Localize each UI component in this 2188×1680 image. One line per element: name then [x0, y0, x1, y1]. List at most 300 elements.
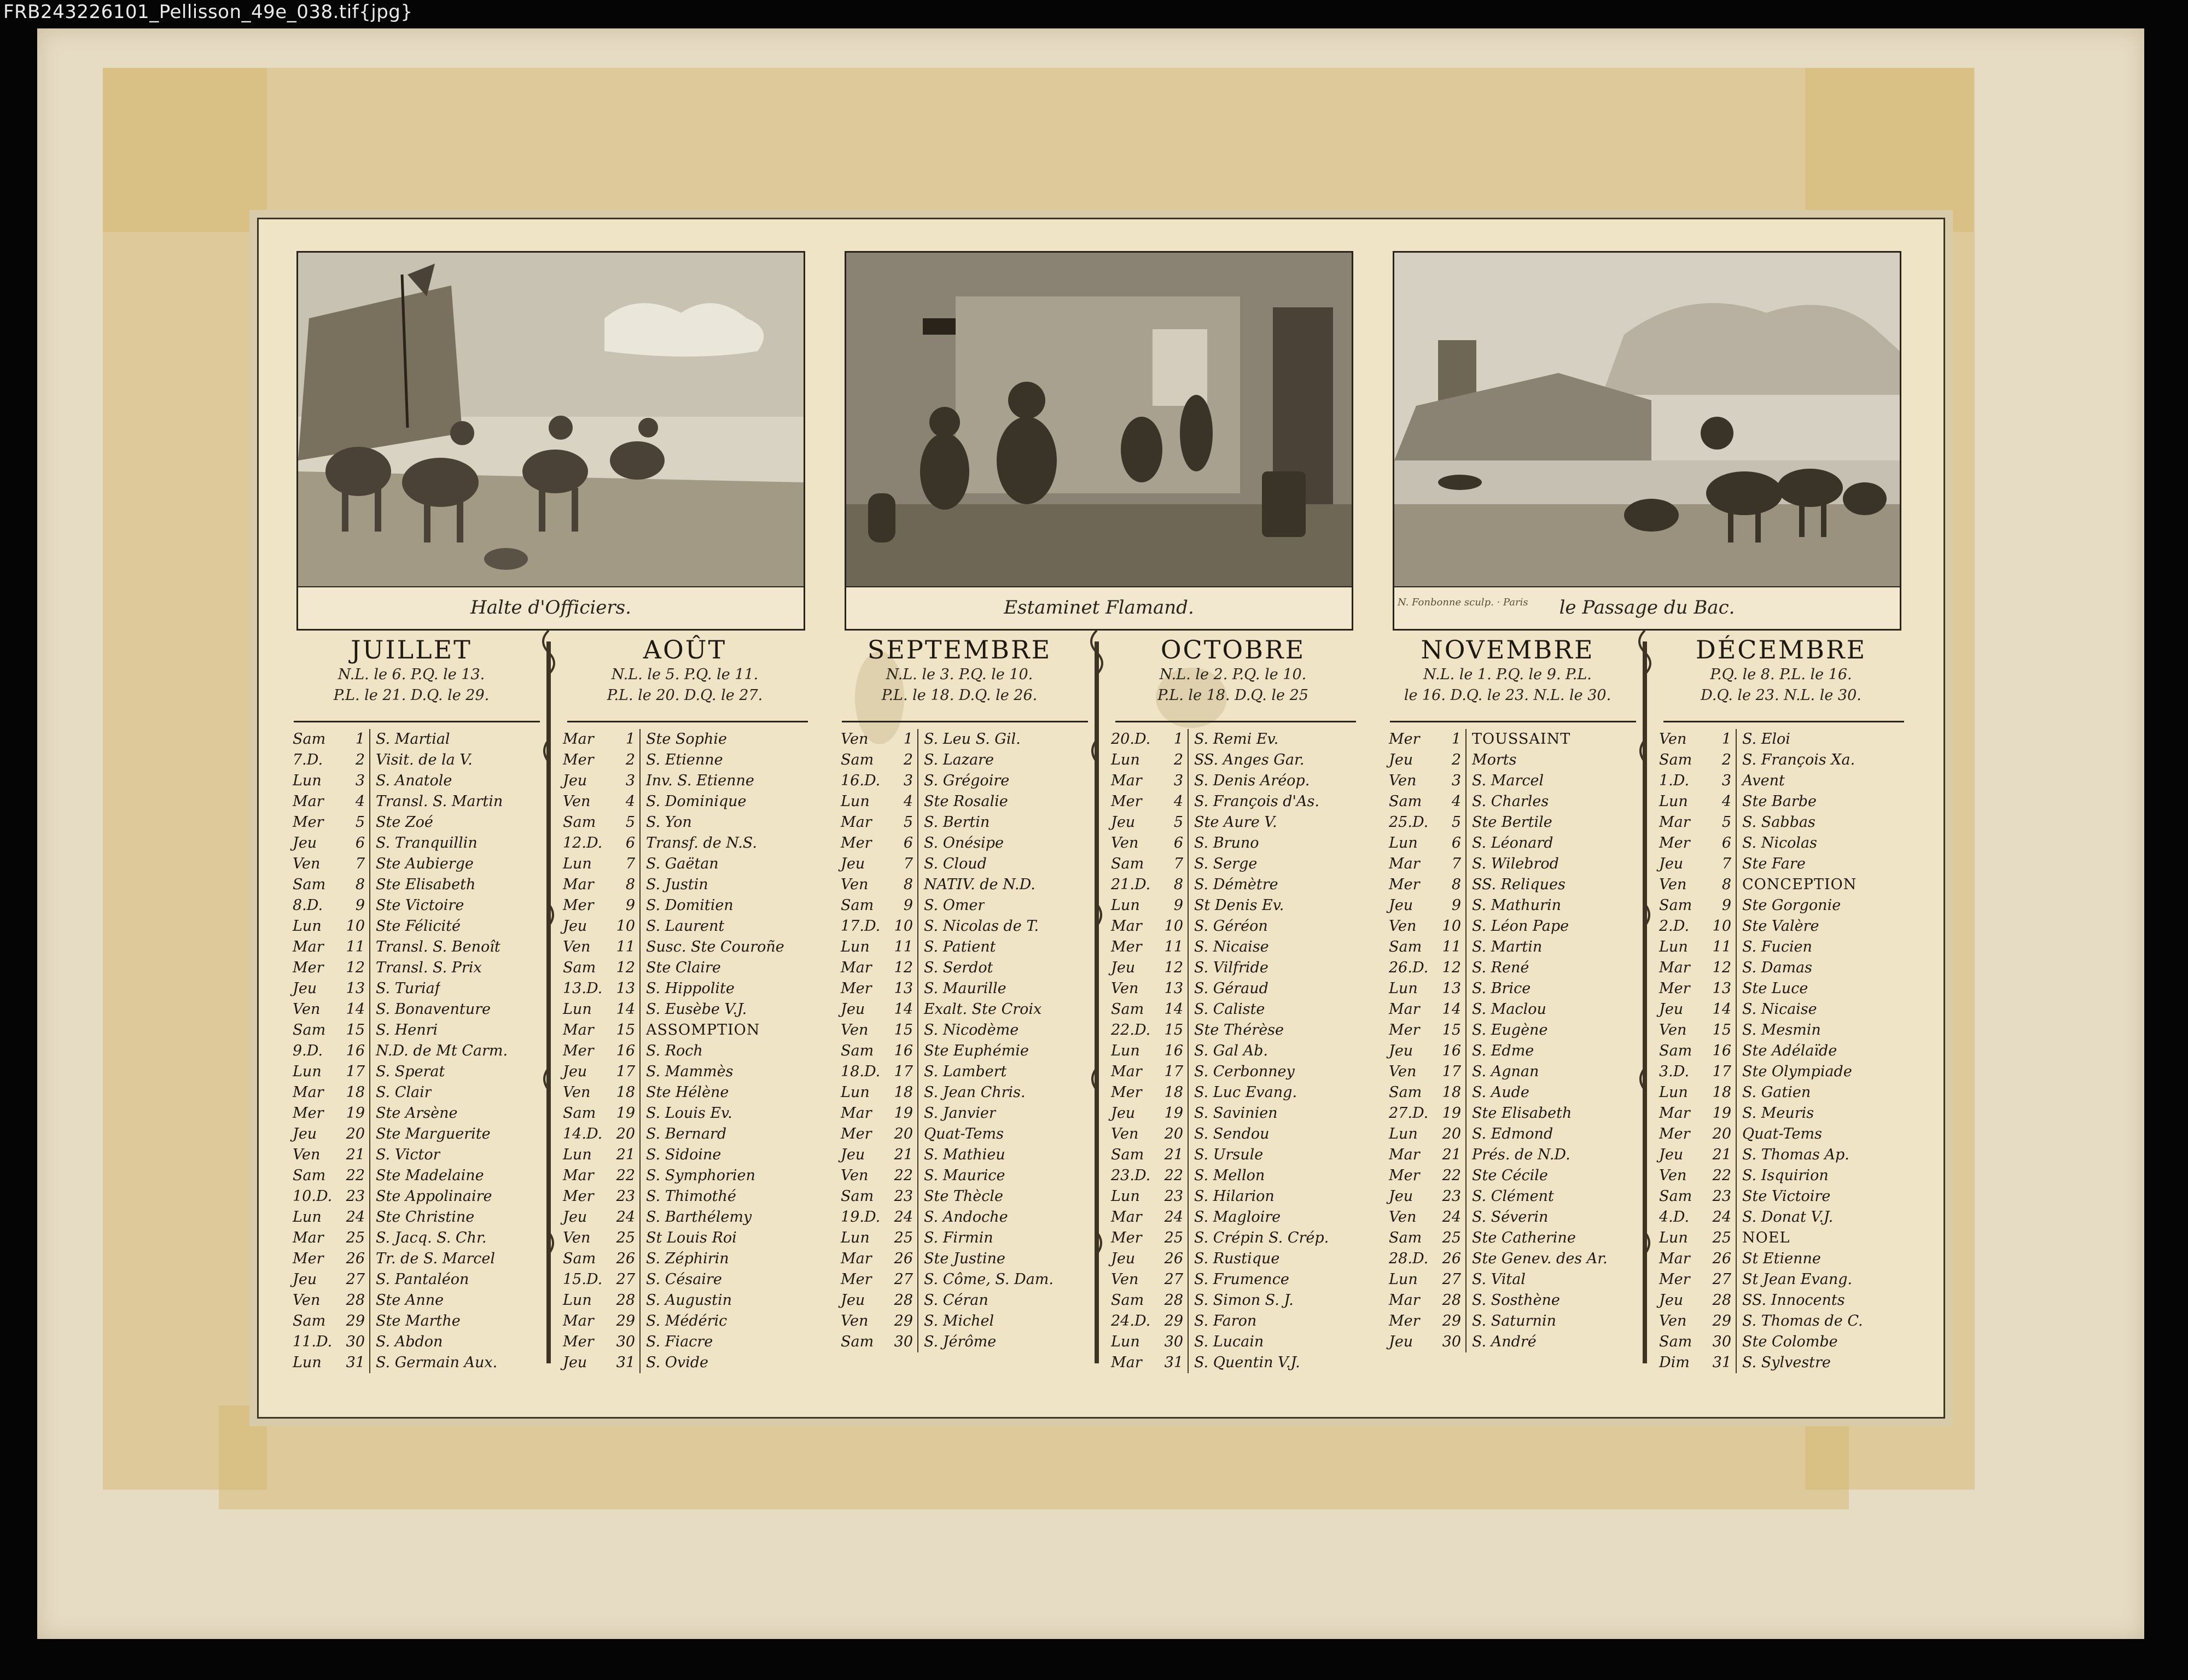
tape-top — [103, 68, 1974, 232]
day-number: 1 — [891, 729, 918, 750]
weekday-label: Lun — [1659, 1084, 1688, 1101]
day-row — [290, 1082, 542, 1103]
weekday-label: Jeu — [1111, 1105, 1136, 1122]
weekday-label: Lun — [1389, 1125, 1418, 1142]
saint-name: S. Bertin — [924, 814, 990, 831]
day-row — [1387, 771, 1638, 791]
day-row — [1657, 999, 1908, 1020]
engraver-signature: N. Fonbonne sculp. · Paris — [1398, 597, 1528, 608]
day-row — [1387, 1041, 1638, 1061]
day-row — [1387, 1103, 1638, 1124]
weekday-label: Jeu — [1111, 814, 1136, 831]
saint-name: St Etienne — [1742, 1250, 1821, 1267]
day-row — [561, 1145, 812, 1165]
weekday-label: Ven — [1659, 876, 1687, 893]
saint-name: S. Barthélemy — [646, 1209, 752, 1226]
days-list-august — [561, 729, 812, 1373]
saint-name: S. Gal Ab. — [1194, 1042, 1268, 1059]
weekday-label: Ven — [1659, 1167, 1687, 1184]
day-number: 16 — [613, 1041, 641, 1061]
weekday-label: Mar — [1111, 918, 1142, 935]
day-number: 7 — [1161, 854, 1189, 874]
day-number: 11 — [343, 937, 370, 958]
weekday-label: Jeu — [563, 1063, 587, 1080]
day-number: 13 — [1709, 978, 1737, 999]
day-row — [290, 833, 542, 854]
weekday-label: 1.D. — [1659, 772, 1690, 789]
day-row — [290, 812, 542, 833]
day-number: 31 — [613, 1352, 641, 1373]
saint-name: S. Andoche — [924, 1209, 1008, 1226]
caption-officers: Halte d'Officiers. — [298, 586, 804, 628]
weekday-label: Mar — [563, 1167, 594, 1184]
weekday-label: 16.D. — [841, 772, 881, 789]
saint-name: S. Nicolas — [1742, 835, 1817, 851]
weekday-label: Sam — [1389, 793, 1422, 810]
day-number: 17 — [1161, 1061, 1189, 1082]
day-row — [1109, 1020, 1360, 1041]
day-row — [839, 1124, 1090, 1145]
saint-name: S. Bruno — [1194, 835, 1259, 851]
saint-name: S. Maclou — [1472, 1001, 1546, 1018]
day-number: 5 — [1439, 812, 1467, 833]
moon-phases-line-2: P.L. le 21. D.Q. le 29. — [333, 687, 490, 704]
day-row — [839, 1041, 1090, 1061]
day-number: 3 — [613, 771, 641, 791]
day-row — [1657, 1165, 1908, 1186]
day-number: 13 — [613, 978, 641, 999]
day-row — [1109, 1145, 1360, 1165]
day-number: 28 — [613, 1290, 641, 1311]
weekday-label: Mer — [1659, 1271, 1690, 1288]
weekday-label: Mar — [1111, 772, 1142, 789]
file-name-label: FRB243226101_Pellisson_49e_038.tif{jpg} — [3, 1, 413, 23]
day-row — [1109, 874, 1360, 895]
day-row — [839, 1103, 1090, 1124]
saint-name: CONCEPTION — [1742, 876, 1857, 893]
weekday-label: Mar — [841, 959, 872, 976]
day-number: 24 — [1439, 1207, 1467, 1228]
saint-name: S. Maurice — [924, 1167, 1005, 1184]
day-number: 13 — [1439, 978, 1467, 999]
day-number: 30 — [1439, 1332, 1467, 1352]
moon-phases-line-2: P.L. le 18. D.Q. le 25 — [1157, 687, 1308, 704]
saint-name: S. Céran — [924, 1292, 988, 1309]
saint-name: S. Jérôme — [924, 1333, 997, 1350]
day-number: 26 — [1161, 1249, 1189, 1269]
weekday-label: Sam — [563, 1250, 596, 1267]
weekday-label: Mer — [563, 1042, 594, 1059]
day-row — [1387, 895, 1638, 916]
saint-name: S. Firmin — [924, 1229, 993, 1246]
saint-name: S. Gatien — [1742, 1084, 1811, 1101]
saint-name: N.D. de Mt Carm. — [376, 1042, 508, 1059]
weekday-label: Jeu — [1111, 959, 1136, 976]
saint-name: Susc. Ste Couroñe — [646, 938, 784, 955]
day-row — [1387, 833, 1638, 854]
day-number: 22 — [1161, 1165, 1189, 1186]
saint-name: Ste Elisabeth — [376, 876, 476, 893]
day-row — [1657, 916, 1908, 937]
day-row — [1657, 874, 1908, 895]
day-row — [1387, 1082, 1638, 1103]
weekday-label: 11.D. — [293, 1333, 333, 1350]
weekday-label: Jeu — [1389, 897, 1413, 914]
day-row — [1387, 958, 1638, 978]
saint-name: S. Bonaventure — [376, 1001, 491, 1018]
day-row — [290, 1145, 542, 1165]
saint-name: S. Pantaléon — [376, 1271, 469, 1288]
day-number: 1 — [1709, 729, 1737, 750]
day-number: 16 — [343, 1041, 370, 1061]
day-row — [561, 937, 812, 958]
weekday-label: Ven — [1389, 1063, 1417, 1080]
day-number: 7 — [1709, 854, 1737, 874]
saint-name: Ste Christine — [376, 1209, 475, 1226]
day-row — [1387, 874, 1638, 895]
saint-name: NOEL — [1742, 1229, 1790, 1246]
day-number: 2 — [1439, 750, 1467, 771]
saint-name: S. Rustique — [1194, 1250, 1280, 1267]
day-row — [1109, 729, 1360, 750]
day-number: 25 — [613, 1228, 641, 1249]
days-list-november — [1387, 729, 1638, 1352]
day-number: 15 — [613, 1020, 641, 1041]
tape-bottom — [219, 1405, 1849, 1509]
weekday-label: Mar — [1111, 1209, 1142, 1226]
day-row — [1109, 916, 1360, 937]
day-number: 7 — [891, 854, 918, 874]
weekday-label: Jeu — [293, 980, 317, 997]
month-name: JUILLET — [351, 635, 472, 664]
day-number: 22 — [613, 1165, 641, 1186]
day-row — [1657, 854, 1908, 874]
saint-name: Ste Euphémie — [924, 1042, 1029, 1059]
day-row — [290, 978, 542, 999]
saint-name: S. Vital — [1472, 1271, 1526, 1288]
day-number: 10 — [343, 916, 370, 937]
weekday-label: Sam — [1389, 1084, 1422, 1101]
day-number: 20 — [613, 1124, 641, 1145]
weekday-label: Mar — [563, 1022, 594, 1039]
weekday-label: Mer — [1389, 731, 1420, 748]
weekday-label: Sam — [293, 876, 326, 893]
weekday-label: Sam — [841, 897, 874, 914]
day-row — [1109, 1290, 1360, 1311]
day-row — [1109, 791, 1360, 812]
saint-name: S. Isquirion — [1742, 1167, 1829, 1184]
day-row — [1387, 791, 1638, 812]
day-number: 28 — [1439, 1290, 1467, 1311]
day-number: 10 — [891, 916, 918, 937]
day-number: 17 — [891, 1061, 918, 1082]
weekday-label: Mer — [293, 1250, 324, 1267]
saint-name: TOUSSAINT — [1472, 731, 1571, 748]
weekday-label: Mer — [1111, 1084, 1142, 1101]
day-number: 22 — [1709, 1165, 1737, 1186]
day-number: 4 — [1439, 791, 1467, 812]
saint-name: Ste Colombe — [1742, 1333, 1838, 1350]
saint-name: Ste Zoé — [376, 814, 433, 831]
day-row — [839, 916, 1090, 937]
day-row — [561, 1228, 812, 1249]
header-rule — [842, 721, 1088, 722]
day-number: 22 — [343, 1165, 370, 1186]
weekday-label: Sam — [1111, 1001, 1144, 1018]
weekday-label: 15.D. — [563, 1271, 603, 1288]
weekday-label: Lun — [841, 1084, 870, 1101]
weekday-label: Mar — [563, 876, 594, 893]
saint-name: S. Mathieu — [924, 1146, 1005, 1163]
day-number: 11 — [1709, 937, 1737, 958]
month-name: DÉCEMBRE — [1695, 635, 1867, 664]
day-number: 20 — [1161, 1124, 1189, 1145]
day-number: 21 — [891, 1145, 918, 1165]
day-row — [1109, 978, 1360, 999]
day-number: 23 — [891, 1186, 918, 1207]
day-row — [561, 978, 812, 999]
tape-left — [103, 68, 267, 1490]
day-row — [1387, 1061, 1638, 1082]
day-row — [1387, 1332, 1638, 1352]
moon-phases-line-1: P.Q. le 8. P.L. le 16. — [1710, 666, 1852, 683]
day-number: 24 — [891, 1207, 918, 1228]
day-number: 28 — [343, 1290, 370, 1311]
day-number: 11 — [891, 937, 918, 958]
saint-name: Ste Aure V. — [1194, 814, 1277, 831]
weekday-label: Mar — [1389, 1146, 1420, 1163]
day-number: 30 — [1709, 1332, 1737, 1352]
saint-name: Ste Marguerite — [376, 1125, 491, 1142]
day-row — [561, 1352, 812, 1373]
day-row — [839, 978, 1090, 999]
saint-name: S. Fucien — [1742, 938, 1812, 955]
day-row — [1109, 1311, 1360, 1332]
weekday-label: Mer — [293, 959, 324, 976]
day-row — [839, 1186, 1090, 1207]
saint-name: Ste Cécile — [1472, 1167, 1548, 1184]
day-number: 18 — [891, 1082, 918, 1103]
days-list-july — [290, 729, 542, 1373]
day-number: 4 — [1161, 791, 1189, 812]
day-row — [839, 771, 1090, 791]
saint-name: S. Simon S. J. — [1194, 1292, 1294, 1309]
weekday-label: Mer — [841, 1125, 872, 1142]
day-row — [290, 1207, 542, 1228]
day-number: 21 — [1161, 1145, 1189, 1165]
weekday-label: Ven — [1389, 918, 1417, 935]
weekday-label: Jeu — [563, 1354, 587, 1371]
saint-name: S. François d'As. — [1194, 793, 1319, 810]
weekday-label: Lun — [1389, 835, 1418, 851]
saint-name: S. Edmond — [1472, 1125, 1553, 1142]
day-number: 27 — [1709, 1269, 1737, 1290]
day-number: 19 — [1709, 1103, 1737, 1124]
month-header-december — [1652, 635, 1910, 706]
weekday-label: Lun — [841, 1229, 870, 1246]
saint-name: Ste Bertile — [1472, 814, 1552, 831]
header-rule — [567, 721, 808, 722]
weekday-label: Mar — [293, 793, 324, 810]
day-row — [1387, 750, 1638, 771]
day-row — [1387, 1207, 1638, 1228]
day-number: 29 — [891, 1311, 918, 1332]
day-row — [839, 937, 1090, 958]
saint-name: Ste Barbe — [1742, 793, 1817, 810]
saint-name: Quat-Tems — [924, 1125, 1004, 1142]
day-number: 15 — [1709, 1020, 1737, 1041]
day-row — [561, 1249, 812, 1269]
day-number: 1 — [1439, 729, 1467, 750]
day-number: 23 — [613, 1186, 641, 1207]
saint-name: S. Léon Pape — [1472, 918, 1569, 935]
day-number: 20 — [891, 1124, 918, 1145]
day-row — [1657, 1020, 1908, 1041]
day-number: 28 — [891, 1290, 918, 1311]
day-row — [839, 791, 1090, 812]
day-row — [839, 1165, 1090, 1186]
weekday-label: Sam — [1659, 1042, 1692, 1059]
weekday-label: Lun — [293, 1063, 322, 1080]
day-number: 21 — [613, 1145, 641, 1165]
saint-name: S. Côme, S. Dam. — [924, 1271, 1054, 1288]
day-row — [1387, 1124, 1638, 1145]
moon-phases-line-2: P.L. le 20. D.Q. le 27. — [607, 687, 763, 704]
day-row — [1387, 1249, 1638, 1269]
saint-name: Morts — [1472, 751, 1517, 768]
day-number: 19 — [613, 1103, 641, 1124]
day-row — [1109, 1103, 1360, 1124]
day-row — [1657, 1186, 1908, 1207]
day-number: 17 — [1709, 1061, 1737, 1082]
weekday-label: Jeu — [1389, 1188, 1413, 1205]
day-number: 27 — [1161, 1269, 1189, 1290]
saint-name: S. Sylvestre — [1742, 1354, 1831, 1371]
saint-name: S. Domitien — [646, 897, 734, 914]
moon-phases-line-1: N.L. le 5. P.Q. le 11. — [611, 666, 759, 683]
saint-name: Ste Appolinaire — [376, 1188, 492, 1205]
day-row — [561, 1082, 812, 1103]
weekday-label: Mer — [1659, 835, 1690, 851]
weekday-label: Jeu — [841, 1146, 865, 1163]
month-name: OCTOBRE — [1160, 635, 1306, 664]
saint-name: S. Grégoire — [924, 772, 1010, 789]
header-rule — [1115, 721, 1356, 722]
day-number: 15 — [1439, 1020, 1467, 1041]
saint-name: S. Géraud — [1194, 980, 1268, 997]
weekday-label: Lun — [1659, 938, 1688, 955]
weekday-label: Mer — [1389, 876, 1420, 893]
saint-name: S. Mesmin — [1742, 1022, 1821, 1039]
day-number: 2 — [1709, 750, 1737, 771]
saint-name: S. Frumence — [1194, 1271, 1289, 1288]
saint-name: S. Cloud — [924, 855, 987, 872]
day-number: 8 — [613, 874, 641, 895]
weekday-label: Mer — [1111, 793, 1142, 810]
saint-name: S. Marcel — [1472, 772, 1544, 789]
weekday-label: Sam — [1659, 1333, 1692, 1350]
weekday-label: Mer — [1659, 1125, 1690, 1142]
day-number: 31 — [343, 1352, 370, 1373]
day-row — [290, 1165, 542, 1186]
saint-name: S. Lambert — [924, 1063, 1007, 1080]
day-number: 12 — [1439, 958, 1467, 978]
weekday-label: Ven — [1659, 731, 1687, 748]
moon-phases-line-2: P.L. le 18. D.Q. le 26. — [881, 687, 1038, 704]
saint-name: S. François Xa. — [1742, 751, 1855, 768]
saint-name: S. Jean Chris. — [924, 1084, 1026, 1101]
saint-name: S. Savinien — [1194, 1105, 1278, 1122]
day-row — [1657, 791, 1908, 812]
saint-name: S. Magloire — [1194, 1209, 1281, 1226]
saint-name: S. Nicolas de T. — [924, 918, 1039, 935]
caption-ferry: le Passage du Bac. — [1394, 586, 1900, 628]
saint-name: Ste Rosalie — [924, 793, 1008, 810]
moon-phases-line-2: D.Q. le 23. N.L. le 30. — [1701, 687, 1861, 704]
weekday-label: Ven — [841, 876, 869, 893]
day-number: 26 — [343, 1249, 370, 1269]
weekday-label: Jeu — [293, 835, 317, 851]
saint-name: Ste Adélaïde — [1742, 1042, 1837, 1059]
day-row — [561, 1186, 812, 1207]
day-row — [1387, 1269, 1638, 1290]
day-row — [1109, 812, 1360, 833]
day-row — [1387, 1145, 1638, 1165]
weekday-label: Ven — [841, 1167, 869, 1184]
saint-name: S. Symphorien — [646, 1167, 755, 1184]
weekday-label: 19.D. — [841, 1209, 881, 1226]
day-number: 20 — [1709, 1124, 1737, 1145]
saint-name: S. Luc Evang. — [1194, 1084, 1297, 1101]
day-number: 6 — [343, 833, 370, 854]
day-row — [1109, 1269, 1360, 1290]
day-number: 9 — [891, 895, 918, 916]
day-number: 7 — [613, 854, 641, 874]
weekday-label: Ven — [841, 1022, 869, 1039]
day-number: 18 — [1161, 1082, 1189, 1103]
day-number: 28 — [1709, 1290, 1737, 1311]
day-row — [1657, 1228, 1908, 1249]
saint-name: ASSOMPTION — [646, 1022, 760, 1039]
weekday-label: Sam — [1111, 855, 1144, 872]
saint-name: Visit. de la V. — [376, 751, 473, 768]
day-number: 11 — [1161, 937, 1189, 958]
weekday-label: Lun — [563, 1001, 592, 1018]
day-row — [290, 895, 542, 916]
day-row — [290, 729, 542, 750]
day-number: 30 — [891, 1332, 918, 1352]
weekday-label: Mar — [841, 1105, 872, 1122]
weekday-label: 3.D. — [1659, 1063, 1690, 1080]
weekday-label: Ven — [1659, 1022, 1687, 1039]
day-row — [1109, 895, 1360, 916]
day-number: 29 — [613, 1311, 641, 1332]
saint-name: St Louis Roi — [646, 1229, 737, 1246]
saint-name: Ste Catherine — [1472, 1229, 1576, 1246]
saint-name: St Denis Ev. — [1194, 897, 1284, 914]
day-row — [839, 1020, 1090, 1041]
day-number: 16 — [891, 1041, 918, 1061]
day-number: 23 — [1709, 1186, 1737, 1207]
month-header-july — [283, 635, 540, 706]
day-row — [561, 1061, 812, 1082]
day-number: 1 — [613, 729, 641, 750]
weekday-label: Jeu — [1389, 1042, 1413, 1059]
day-number: 25 — [891, 1228, 918, 1249]
saint-name: SS. Anges Gar. — [1194, 751, 1305, 768]
day-number: 23 — [343, 1186, 370, 1207]
day-row — [839, 750, 1090, 771]
